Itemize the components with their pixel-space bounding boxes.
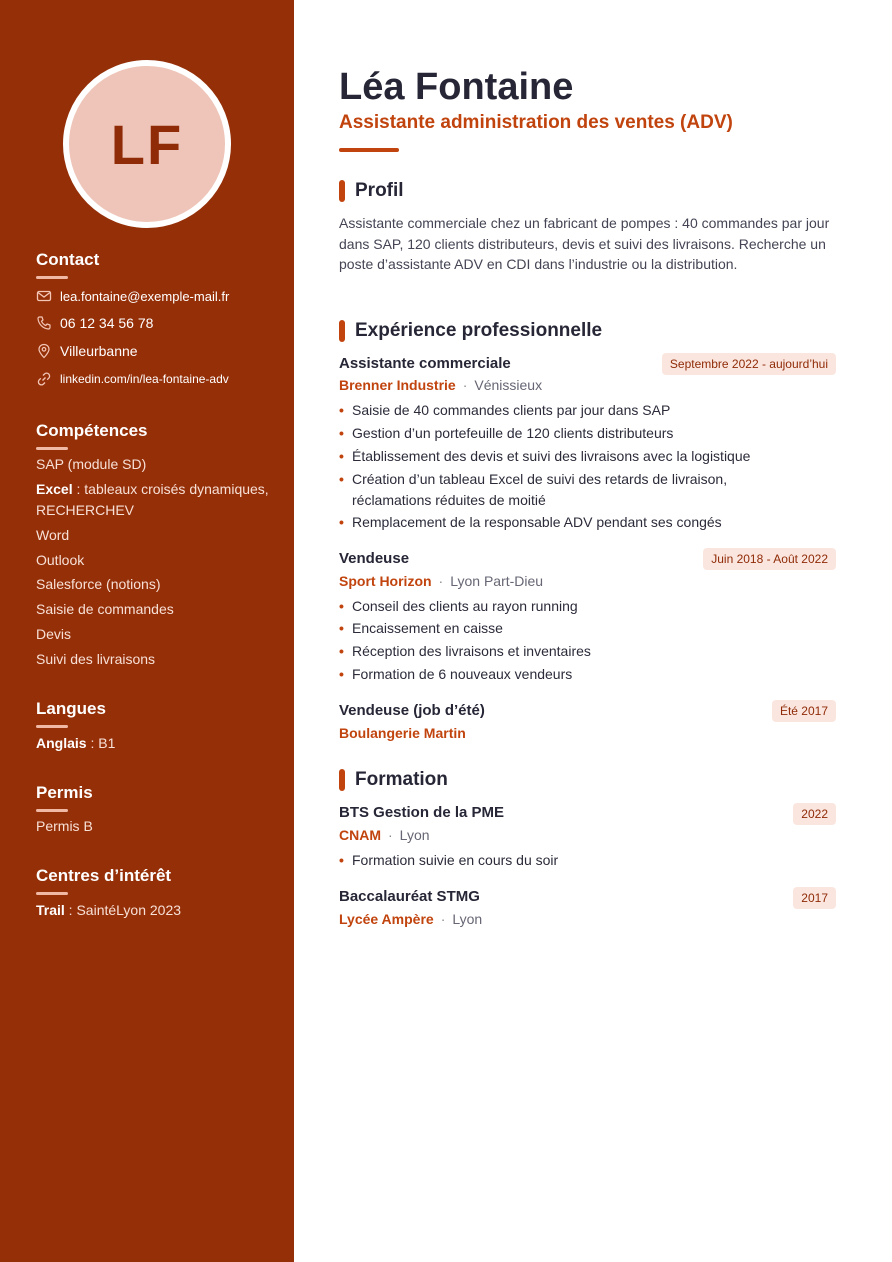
skill-item: Salesforce (notions) [36,576,161,592]
job-bullet: • Réception des livraisons et inventaires [339,641,829,662]
contact-linkedin-row[interactable] [36,371,229,387]
job-title: Vendeuse [339,550,410,567]
envelope-icon [36,288,52,304]
section-accent-bar [339,769,345,791]
profile-text: Assistante commerciale chez un fabricant de pompes : 40 commandes par jour dans SAP, 120 clients distributeurs, devis et suivi des livraisons. Recherche un poste d’assistante ADV en CDI dans l’industrie ou la distribution. [339,215,830,272]
job-bullet: • Formation de 6 nouveaux vendeurs [339,664,829,685]
job-bullet: • Création d’un tableau Excel de suivi des retards de livraison, réclamations réduites de moitié [339,469,779,510]
interests-title: Centres d’intérêt [36,866,172,885]
separator: · [440,911,446,927]
school-location: Lyon [399,827,430,843]
contact-linkedin[interactable]: linkedin.com/in/lea-fontaine-adv [60,372,229,386]
contact-city-row [36,343,138,359]
skill-item: Suivi des livraisons [36,651,156,667]
job-dates: Été 2017 [772,700,836,722]
link-icon [36,371,52,387]
contact-email-row[interactable] [36,288,229,304]
skill-item: Saisie de commandes [36,601,174,617]
interests-section [36,866,276,918]
separator: · [462,377,468,393]
skill-excel-label: Excel [36,481,73,497]
job-company: Brenner Industrie [339,377,456,393]
job-bullet: • Saisie de 40 commandes clients par jour dans SAP [339,400,829,421]
phone-icon [36,315,52,331]
interest-item [36,900,276,921]
skills-section [36,421,276,667]
separator: · [388,827,393,843]
location-pin-icon [36,343,52,359]
skills-title-rule [36,447,68,450]
person-headline: Assistante administration des ventes (ADV) [339,112,733,133]
job-bullet: • Remplacement de la responsable ADV pendant ses congés [339,512,829,533]
contact-phone-row[interactable] [36,315,153,331]
contact-city: Villeurbanne [60,343,138,359]
contact-email[interactable]: lea.fontaine@exemple-mail.fr [60,288,230,304]
skill-item: Devis [36,626,72,642]
job-bullet: • Encaissement en caisse [339,618,829,639]
job-company: Boulangerie Martin [339,725,466,741]
school-name: CNAM [339,827,381,843]
contact-phone[interactable]: 06 12 34 56 78 [60,315,154,331]
section-accent-bar [339,320,345,342]
sidebar [0,0,294,1262]
separator: · [438,573,444,589]
job-company-line [339,377,542,393]
job-company-line [339,573,543,589]
language-name: Anglais [36,735,87,751]
contact-title: Contact [36,250,100,269]
skill-item: Outlook [36,552,85,568]
degree-dates: 2022 [793,803,836,825]
avatar [63,60,231,228]
languages-title-rule [36,725,68,728]
license-title: Permis [36,783,93,802]
experience-section-title [339,320,602,342]
degree-title: Baccalauréat STMG [339,888,480,905]
degree-dates: 2017 [793,887,836,909]
skills-title: Compétences [36,421,148,440]
headline-rule [339,148,399,152]
job-title: Assistante commerciale [339,355,511,372]
school-line [339,911,482,927]
education-title: Formation [355,769,448,790]
interest-name: Trail [36,902,65,918]
skill-item: Word [36,527,70,543]
job-location: Vénissieux [474,377,543,393]
school-location: Lyon [452,911,483,927]
profile-section-title [339,180,404,202]
license-title-rule [36,809,68,812]
job-title: Vendeuse (job d’été) [339,702,485,719]
skill-excel-detail: : tableaux croisés dynamiques, RECHERCHEV [36,481,269,518]
person-name: Léa Fontaine [339,66,574,108]
job-location: Lyon Part-Dieu [450,573,544,589]
job-bullet: • Établissement des devis et suivi des livraisons avec la logistique [339,446,829,467]
job-dates: Juin 2018 - Août 2022 [703,548,836,570]
contact-section [36,250,276,386]
skill-item-excel [36,479,276,521]
license-section [36,783,276,834]
job-bullet: • Conseil des clients au rayon running [339,596,829,617]
degree-bullet: • Formation suivie en cours du soir [339,850,829,871]
degree-title: BTS Gestion de la PME [339,804,505,821]
education-section-title [339,769,448,791]
job-dates: Septembre 2022 - aujourd’hui [662,353,836,375]
contact-title-rule [36,276,68,279]
profile-title: Profil [355,180,404,201]
school-name: Lycée Ampère [339,911,434,927]
language-level: : B1 [86,735,116,751]
experience-title: Expérience professionnelle [355,320,603,341]
languages-title: Langues [36,699,106,718]
license-item: Permis B [36,818,93,834]
school-line [339,827,430,843]
job-bullet: • Gestion d’un portefeuille de 120 clients distributeurs [339,423,829,444]
job-company: Sport Horizon [339,573,432,589]
avatar-initials: LF [110,112,184,176]
section-accent-bar [339,180,345,202]
interest-detail: : SaintéLyon 2023 [64,902,182,918]
skill-item: SAP (module SD) [36,456,147,472]
languages-section [36,699,276,751]
language-item [36,733,276,754]
interests-title-rule [36,892,68,895]
job-company-line [339,725,466,741]
